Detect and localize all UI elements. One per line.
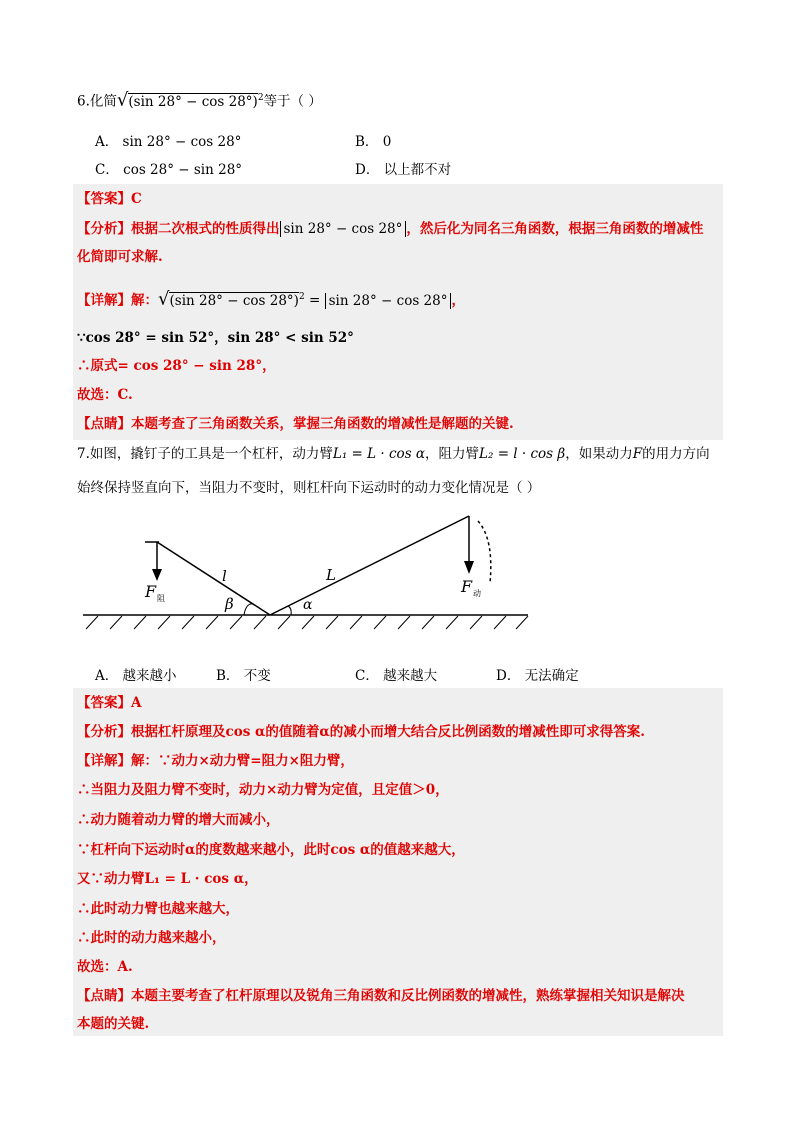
label-beta: β bbox=[225, 595, 234, 613]
abs-expression: sin 28° − cos 28° bbox=[280, 221, 407, 237]
label-alpha: α bbox=[303, 597, 313, 613]
motion-arc bbox=[478, 521, 491, 583]
lever-figure bbox=[0, 505, 800, 645]
alpha-arc bbox=[288, 606, 291, 615]
q6-option-b: B． 0 bbox=[355, 134, 392, 150]
q6-analysis-line-1: 【分析】根据二次根式的性质得出 sin 28° − cos 28° ，然后化为同名三角函数，根据三角函数的增减性 bbox=[77, 221, 704, 237]
q7-stem-line-1: 7.如图，撬钉子的工具是一个杠杆，动力臂L₁ = L · cos α，阻力臂L₂ = l · cos β，如果动力F的用力方向 bbox=[77, 446, 710, 462]
q7-detail-6: ∴此时动力臂也越来越大， bbox=[77, 901, 239, 917]
short-arm bbox=[157, 542, 270, 615]
label-f-resist-sub: 阻 bbox=[157, 594, 165, 603]
q6-answer: 【答案】C bbox=[77, 191, 142, 207]
q7-comment-2: 本题的关键. bbox=[77, 1016, 150, 1032]
q6-option-d: D． 以上都不对 bbox=[355, 162, 452, 178]
beta-arc bbox=[244, 604, 253, 615]
label-f-power-sub: 动 bbox=[473, 589, 481, 598]
q6-analysis-line-2: 化简即可求解. bbox=[77, 249, 163, 265]
q7-comment-1: 【点睛】本题主要考查了杠杆原理以及锐角三角函数和反比例函数的增减性，熟练掌握相关知识是解决 bbox=[77, 988, 685, 1004]
label-l: l bbox=[222, 567, 227, 585]
q7-detail-7: ∴此时的动力越来越小， bbox=[77, 930, 226, 946]
q7-option-d: D． 无法确定 bbox=[496, 668, 579, 684]
ground-hatching bbox=[86, 616, 528, 629]
label-f-power: F bbox=[461, 577, 473, 596]
q7-detail-4: ∵杠杆向下运动时α的度数越来越小，此时cos α的值越来越大， bbox=[77, 842, 465, 858]
q7-choose: 故选：A. bbox=[77, 959, 133, 975]
q6-radicand: (sin 28° − cos 28°) bbox=[128, 93, 258, 110]
q7-stem-line-2: 始终保持竖直向下，当阻力不变时，则杠杆向下运动时的动力变化情况是（ ） bbox=[77, 480, 541, 496]
sqrt-sign: √ bbox=[158, 288, 170, 310]
q7-option-a: A． 越来越小 bbox=[95, 668, 177, 684]
sqrt-sign: √ bbox=[116, 89, 129, 111]
q7-detail-1: 【详解】解：∵动力×动力臂=阻力×阻力臂， bbox=[77, 753, 354, 769]
power-arrowhead bbox=[464, 561, 474, 574]
q6-step-1: ∵cos 28° = sin 52°，sin 28° < sin 52° bbox=[77, 330, 354, 346]
q6-choose: 故选：C. bbox=[77, 387, 133, 403]
q6-stem-suffix: 等于（ ） bbox=[263, 93, 322, 110]
label-L: L bbox=[326, 566, 336, 584]
q7-detail-5: 又∵动力臂L₁ = L · cos α， bbox=[77, 871, 258, 887]
q7-option-c: C． 越来越大 bbox=[355, 668, 438, 684]
q6-detail: 【详解】解：√(sin 28° − cos 28°)$^2$ = sin 28° − cos 28° ， bbox=[77, 288, 465, 310]
q6-option-c: C． cos 28° − sin 28° bbox=[95, 162, 243, 178]
q7-analysis: 【分析】根据杠杆原理及cos α的值随着α的减小而增大结合反比例函数的增减性即可求得答案. bbox=[77, 724, 646, 740]
q6-exponent: 2 bbox=[257, 93, 264, 103]
long-arm bbox=[270, 516, 469, 615]
q7-detail-2: ∴当阻力及阻力臂不变时，动力×动力臂为定值，且定值＞0， bbox=[77, 782, 449, 798]
q6-step-2: ∴原式= cos 28° − sin 28°， bbox=[77, 358, 276, 374]
q7-detail-3: ∴动力随着动力臂的增大而减小， bbox=[77, 812, 280, 828]
q6-comment: 【点睛】本题考查了三角函数关系，掌握三角函数的增减性是解题的关键. bbox=[77, 416, 514, 432]
q6-stem bbox=[77, 88, 322, 112]
q7-answer: 【答案】A bbox=[77, 695, 142, 711]
abs-expression: sin 28° − cos 28° bbox=[325, 293, 452, 309]
q6-option-a: A． sin 28° − cos 28° bbox=[95, 134, 242, 150]
resist-arrowhead bbox=[152, 569, 162, 581]
q7-option-b: B． 不变 bbox=[216, 668, 271, 684]
label-f-resist: F bbox=[145, 582, 157, 601]
q6-stem-prefix: 6.化简 bbox=[77, 93, 117, 110]
